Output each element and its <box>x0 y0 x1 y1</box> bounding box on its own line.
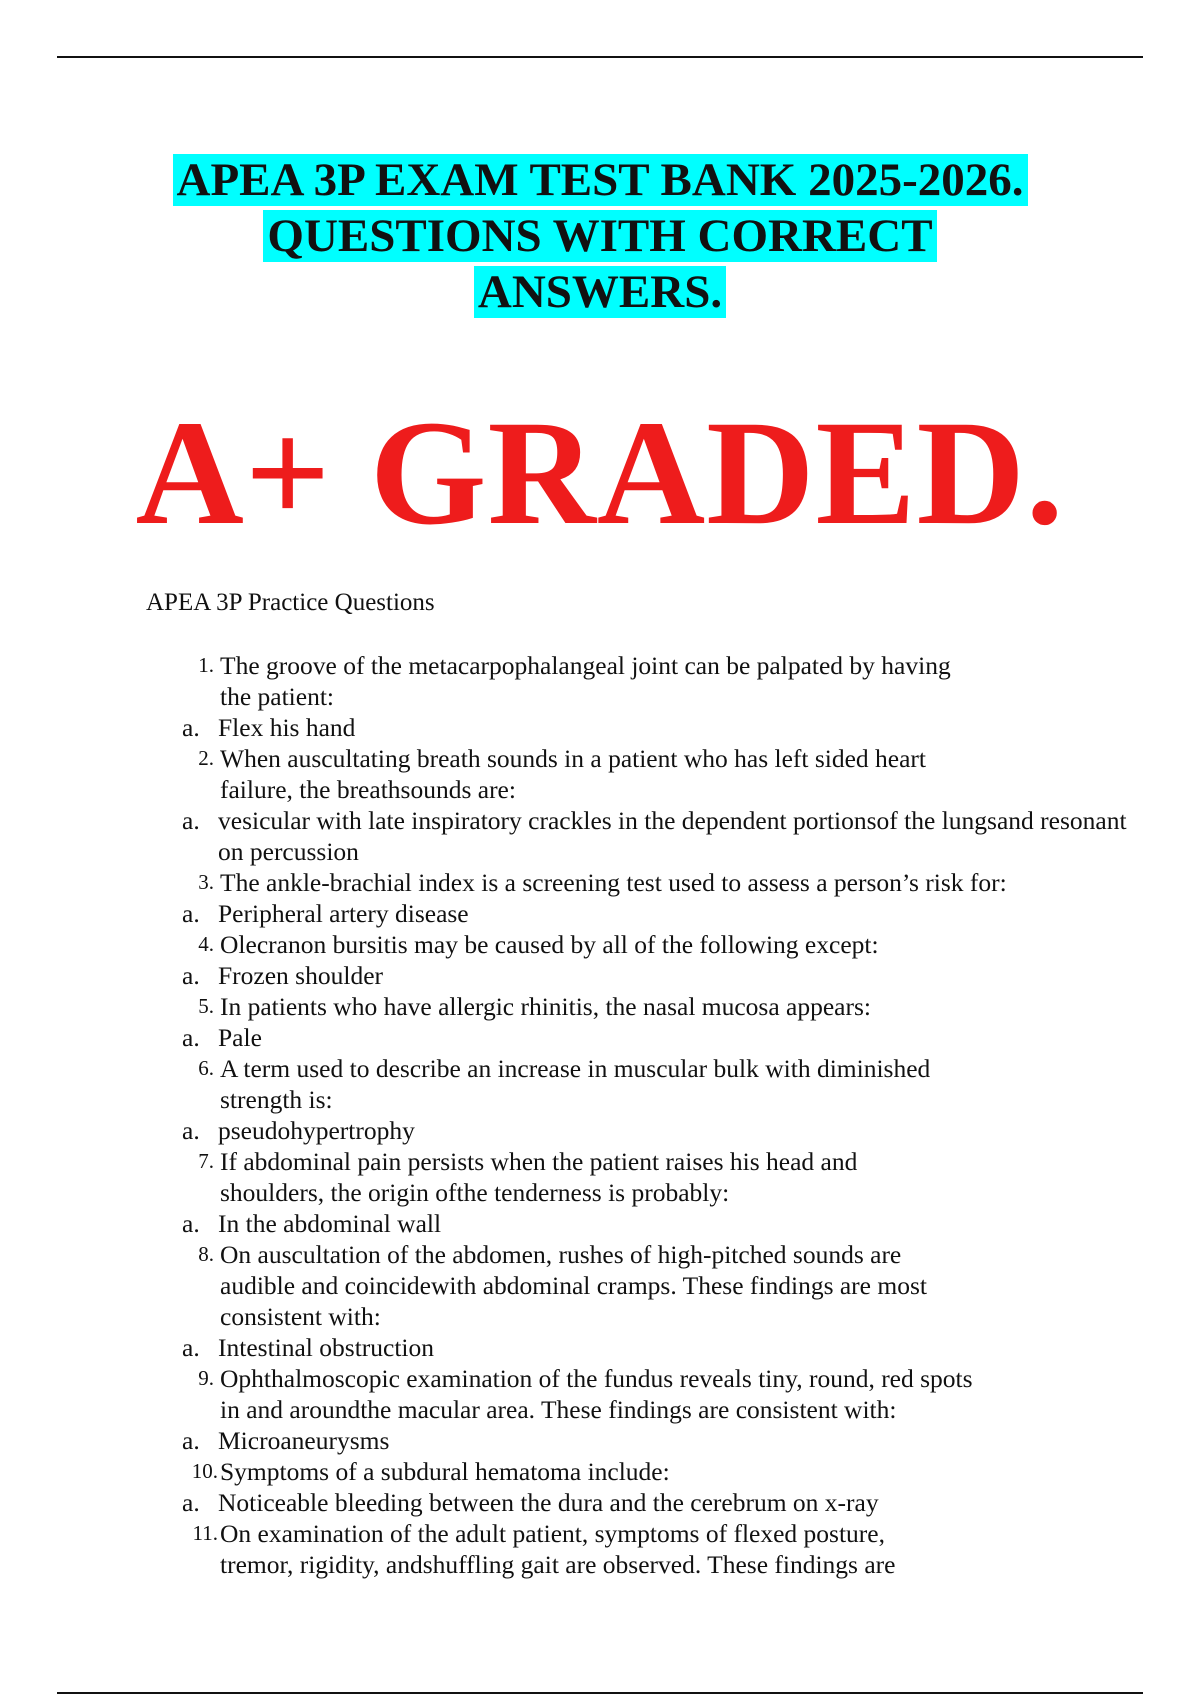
question-text-line: The groove of the metacarpophalangeal joint can be palpated by having <box>220 651 951 680</box>
answer-letter: a. <box>182 1488 200 1517</box>
answer-letter: a. <box>182 1116 200 1145</box>
answer-letter: a. <box>182 713 200 742</box>
question-text-line: In patients who have allergic rhinitis, the nasal mucosa appears: <box>220 992 871 1021</box>
title-line-1: APEA 3P EXAM TEST BANK 2025-2026. <box>173 154 1028 206</box>
answer-item <box>146 1208 1146 1239</box>
answer-text-line: Pale <box>218 1023 262 1052</box>
question-text-line: consistent with: <box>220 1302 381 1331</box>
question-text-line: audible and coincidewith abdominal cramps. These findings are most <box>220 1271 927 1300</box>
answer-text-line: Noticeable bleeding between the dura and the cerebrum on x-ray <box>218 1488 879 1517</box>
answer-text-line: Microaneurysms <box>218 1426 390 1455</box>
question-number: 9. <box>198 1366 214 1390</box>
question-text-line: If abdominal pain persists when the patient raises his head and <box>220 1147 858 1176</box>
grade-stamp: A+ GRADED. <box>135 390 1065 556</box>
question-text-line: On auscultation of the abdomen, rushes of high-pitched sounds are <box>220 1240 902 1269</box>
question-item <box>146 1239 1146 1332</box>
question-item <box>146 743 1146 805</box>
section-subtitle: APEA 3P Practice Questions <box>146 589 435 616</box>
question-item <box>146 867 1146 898</box>
bottom-rule <box>57 1692 1143 1694</box>
title-line-3: ANSWERS. <box>474 266 726 318</box>
answer-text-line: pseudohypertrophy <box>218 1116 415 1145</box>
question-text-line: On examination of the adult patient, symptoms of flexed posture, <box>220 1519 885 1548</box>
answer-letter: a. <box>182 1333 200 1362</box>
answer-letter: a. <box>182 1209 200 1238</box>
question-number: 10. <box>191 1459 218 1483</box>
question-item <box>146 1518 1146 1580</box>
question-number: 6. <box>198 1056 214 1080</box>
answer-item <box>146 1332 1146 1363</box>
question-text-line: the patient: <box>220 682 335 711</box>
question-text-line: strength is: <box>220 1085 333 1114</box>
question-text-line: Symptoms of a subdural hematoma include: <box>220 1457 670 1486</box>
title-line-2: QUESTIONS WITH CORRECT <box>263 210 936 262</box>
top-rule <box>57 56 1143 58</box>
question-list <box>146 650 1146 1580</box>
answer-text-line: Frozen shoulder <box>218 961 384 990</box>
answer-letter: a. <box>182 961 200 990</box>
answer-letter: a. <box>182 1023 200 1052</box>
question-text-line: When auscultating breath sounds in a patient who has left sided heart <box>220 744 927 773</box>
question-number: 3. <box>198 870 214 894</box>
question-text-line: shoulders, the origin ofthe tenderness is probably: <box>220 1178 730 1207</box>
answer-text-line: In the abdominal wall <box>218 1209 442 1238</box>
question-text-line: The ankle-brachial index is a screening test used to assess a person’s risk for: <box>220 868 1007 897</box>
question-item <box>146 929 1146 960</box>
question-text-line: A term used to describe an increase in muscular bulk with diminished <box>220 1054 931 1083</box>
answer-text-line: Intestinal obstruction <box>218 1333 435 1362</box>
answer-text-line: Flex his hand <box>218 713 356 742</box>
question-text-line: tremor, rigidity, andshuffling gait are observed. These findings are <box>220 1550 896 1579</box>
answer-text-line: of the lungsand resonant on percussion <box>218 806 1127 866</box>
answer-text-line: Peripheral artery disease <box>218 899 469 928</box>
answer-item <box>146 898 1146 929</box>
answer-item <box>146 805 1146 867</box>
answer-text-line: vesicular with late inspiratory crackles in the dependent portions <box>218 806 877 835</box>
answer-item <box>146 1022 1146 1053</box>
question-item <box>146 650 1146 712</box>
answer-item <box>146 1425 1146 1456</box>
answer-item <box>146 1487 1146 1518</box>
question-number: 5. <box>198 994 214 1018</box>
question-number: 2. <box>198 746 214 770</box>
page-title <box>0 152 1200 320</box>
question-text-line: Ophthalmoscopic examination of the fundus reveals tiny, round, red spots <box>220 1364 973 1393</box>
question-text-line: failure, the breathsounds are: <box>220 775 516 804</box>
question-text-line: Olecranon bursitis may be caused by all of the following except: <box>220 930 879 959</box>
question-number: 4. <box>198 932 214 956</box>
question-number: 1. <box>198 653 214 677</box>
question-item <box>146 991 1146 1022</box>
answer-item <box>146 712 1146 743</box>
question-item <box>146 1456 1146 1487</box>
answer-letter: a. <box>182 1426 200 1455</box>
answer-item <box>146 960 1146 991</box>
answer-letter: a. <box>182 899 200 928</box>
question-number: 7. <box>198 1149 214 1173</box>
question-item <box>146 1363 1146 1425</box>
answer-item <box>146 1115 1146 1146</box>
question-item <box>146 1053 1146 1115</box>
question-number: 8. <box>198 1242 214 1266</box>
question-number: 11. <box>192 1521 218 1545</box>
answer-letter: a. <box>182 806 200 835</box>
question-text-line: in and aroundthe macular area. These findings are consistent with: <box>220 1395 897 1424</box>
question-item <box>146 1146 1146 1208</box>
